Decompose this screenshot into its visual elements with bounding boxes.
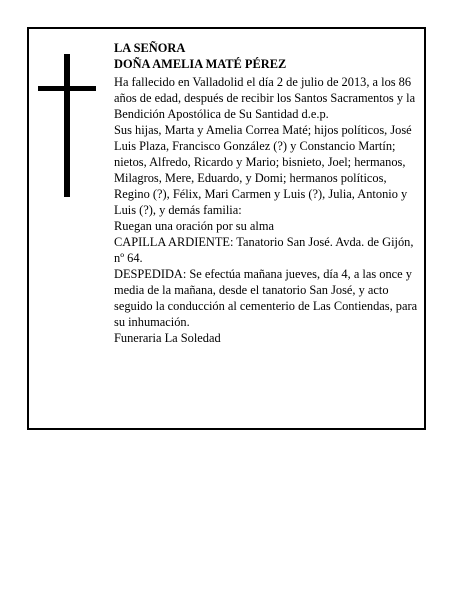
funeral-home: Funeraria La Soledad [114, 331, 221, 345]
obituary-text [114, 40, 422, 346]
wake-location: CAPILLA ARDIENTE: Tanatorio San José. Avda. de Gijón, nº 64. [114, 235, 414, 265]
deceased-name: DOÑA AMELIA MATÉ PÉREZ [114, 57, 287, 71]
death-announcement: Ha fallecido en Valladolid el día 2 de julio de 2013, a los 86 años de edad, después de recibir los Santos Sacramentos y la Bendición Apostólica de Su Santidad d.e.p. [114, 75, 416, 121]
cross-vertical-bar [64, 54, 70, 197]
farewell-details: DESPEDIDA: Se efectúa mañana jueves, día 4, a las once y media de la mañana, desde el tanatorio San José, y acto seguido la conducción al cementerio de Las Contiendas, para su inhumación. [114, 267, 418, 329]
notice-title: LA SEÑORA [114, 41, 186, 55]
prayer-request: Ruegan una oración por su alma [114, 219, 274, 233]
cross-icon [38, 54, 96, 197]
family-list: Sus hijas, Marta y Amelia Correa Maté; hijos políticos, José Luis Plaza, Francisco González (?) y Constancio Martín; nietos, Alfredo, Ricardo y Mario; bisnieto, Joel; hermanos, Milagros, Mere, Eduardo, y Domi; hermanos políticos, Regino (?), Félix, Mari Carmen y Luis (?), Julia, Antonio y Luis (?), y demás familia: [114, 123, 412, 217]
cross-horizontal-bar [38, 86, 96, 91]
